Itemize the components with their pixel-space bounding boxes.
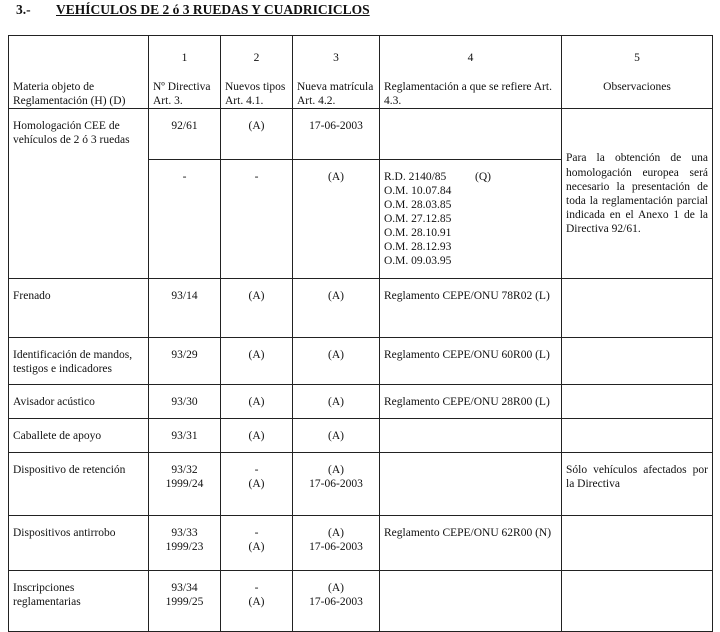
header-directiva: Nº Directiva Art. 3. xyxy=(149,80,221,109)
observaciones-cell xyxy=(562,338,713,385)
matricula-cell: (A) xyxy=(293,385,380,419)
header-reglamentacion: Reglamentación a que se refiere Art. 4.3. xyxy=(380,80,562,109)
section-title: VEHÍCULOS DE 2 ó 3 RUEDAS Y CUADRICICLOS xyxy=(56,2,370,17)
materia-cell: Identificación de mandos, testigos e indicadores xyxy=(9,338,149,385)
reglamentacion-cell xyxy=(380,109,562,160)
reglamentacion-cell xyxy=(380,419,562,453)
observaciones-cell xyxy=(562,279,713,338)
header-nuevos-tipos: Nuevos tipos Art. 4.1. xyxy=(221,80,293,109)
reglamentacion-cell: Reglamento CEPE/ONU 62R00 (N) xyxy=(380,516,562,571)
observaciones-cell: Para la obtención de una homologación europea será necesario la presentación de toda la reglamentación parcial indicada en el Anexo 1 de la Directiva 92/61. xyxy=(562,109,713,279)
table-row xyxy=(9,453,713,516)
table-row xyxy=(9,571,713,632)
header-materia: Materia objeto de Reglamentación (H) (D) xyxy=(9,80,149,109)
observaciones-cell xyxy=(562,516,713,571)
table-row xyxy=(9,516,713,571)
observaciones-cell xyxy=(562,385,713,419)
nuevos-cell: (A) xyxy=(221,338,293,385)
observaciones-cell xyxy=(562,419,713,453)
table-row xyxy=(9,338,713,385)
nuevos-cell: (A) xyxy=(221,109,293,160)
nuevos-cell: (A) xyxy=(221,385,293,419)
header-observaciones: Observaciones xyxy=(562,80,713,109)
section-number: 3.- xyxy=(16,2,31,17)
reglamentacion-cell: Reglamento CEPE/ONU 28R00 (L) xyxy=(380,385,562,419)
matricula-cell: (A) xyxy=(293,419,380,453)
table-row xyxy=(9,109,713,160)
matricula-cell: 17-06-2003 xyxy=(293,109,380,160)
nuevos-cell: - (A) xyxy=(221,571,293,632)
materia-cell: Avisador acústico xyxy=(9,385,149,419)
matricula-cell: (A) 17-06-2003 xyxy=(293,516,380,571)
materia-cell: Dispositivo de retención xyxy=(9,453,149,516)
observaciones-cell: Sólo vehículos afectados por la Directiva xyxy=(562,453,713,516)
reglamentacion-cell xyxy=(380,571,562,632)
materia-cell: Inscripciones reglamentarias xyxy=(9,571,149,632)
matricula-cell: (A) 17-06-2003 xyxy=(293,453,380,516)
header-nueva-matricula: Nueva matrícula Art. 4.2. xyxy=(293,80,380,109)
regulation-table xyxy=(8,35,713,632)
column-number-row xyxy=(9,36,713,81)
reglamentacion-cell xyxy=(380,453,562,516)
materia-cell: Homologación CEE de vehículos de 2 ó 3 ruedas xyxy=(9,109,149,279)
nuevos-cell: - (A) xyxy=(221,453,293,516)
materia-cell: Caballete de apoyo xyxy=(9,419,149,453)
column-number xyxy=(9,36,149,81)
directiva-cell: 93/30 xyxy=(149,385,221,419)
observaciones-cell xyxy=(562,571,713,632)
directiva-cell: - xyxy=(149,160,221,279)
directiva-cell: 93/33 1999/23 xyxy=(149,516,221,571)
nuevos-cell: - xyxy=(221,160,293,279)
directiva-cell: 93/29 xyxy=(149,338,221,385)
section-heading xyxy=(16,2,370,18)
table-row xyxy=(9,279,713,338)
directiva-cell: 93/14 xyxy=(149,279,221,338)
column-number: 5 xyxy=(562,36,713,81)
reglamentacion-cell: R.D. 2140/85 (Q) O.M. 10.07.84 O.M. 28.03.85 O.M. 27.12.85 O.M. 28.10.91 O.M. 28.12.93 O.M. 09.03.95 xyxy=(380,160,562,279)
nuevos-cell: (A) xyxy=(221,279,293,338)
column-number: 4 xyxy=(380,36,562,81)
matricula-cell: (A) 17-06-2003 xyxy=(293,571,380,632)
reglamentacion-cell: Reglamento CEPE/ONU 78R02 (L) xyxy=(380,279,562,338)
header-row xyxy=(9,80,713,109)
directiva-cell: 93/32 1999/24 xyxy=(149,453,221,516)
matricula-cell: (A) xyxy=(293,160,380,279)
reglamentacion-cell: Reglamento CEPE/ONU 60R00 (L) xyxy=(380,338,562,385)
table-row xyxy=(9,419,713,453)
matricula-cell: (A) xyxy=(293,279,380,338)
materia-cell: Frenado xyxy=(9,279,149,338)
nuevos-cell: - (A) xyxy=(221,516,293,571)
directiva-cell: 93/34 1999/25 xyxy=(149,571,221,632)
nuevos-cell: (A) xyxy=(221,419,293,453)
table-row xyxy=(9,385,713,419)
materia-cell: Dispositivos antirrobo xyxy=(9,516,149,571)
column-number: 2 xyxy=(221,36,293,81)
column-number: 1 xyxy=(149,36,221,81)
directiva-cell: 93/31 xyxy=(149,419,221,453)
matricula-cell: (A) xyxy=(293,338,380,385)
directiva-cell: 92/61 xyxy=(149,109,221,160)
column-number: 3 xyxy=(293,36,380,81)
